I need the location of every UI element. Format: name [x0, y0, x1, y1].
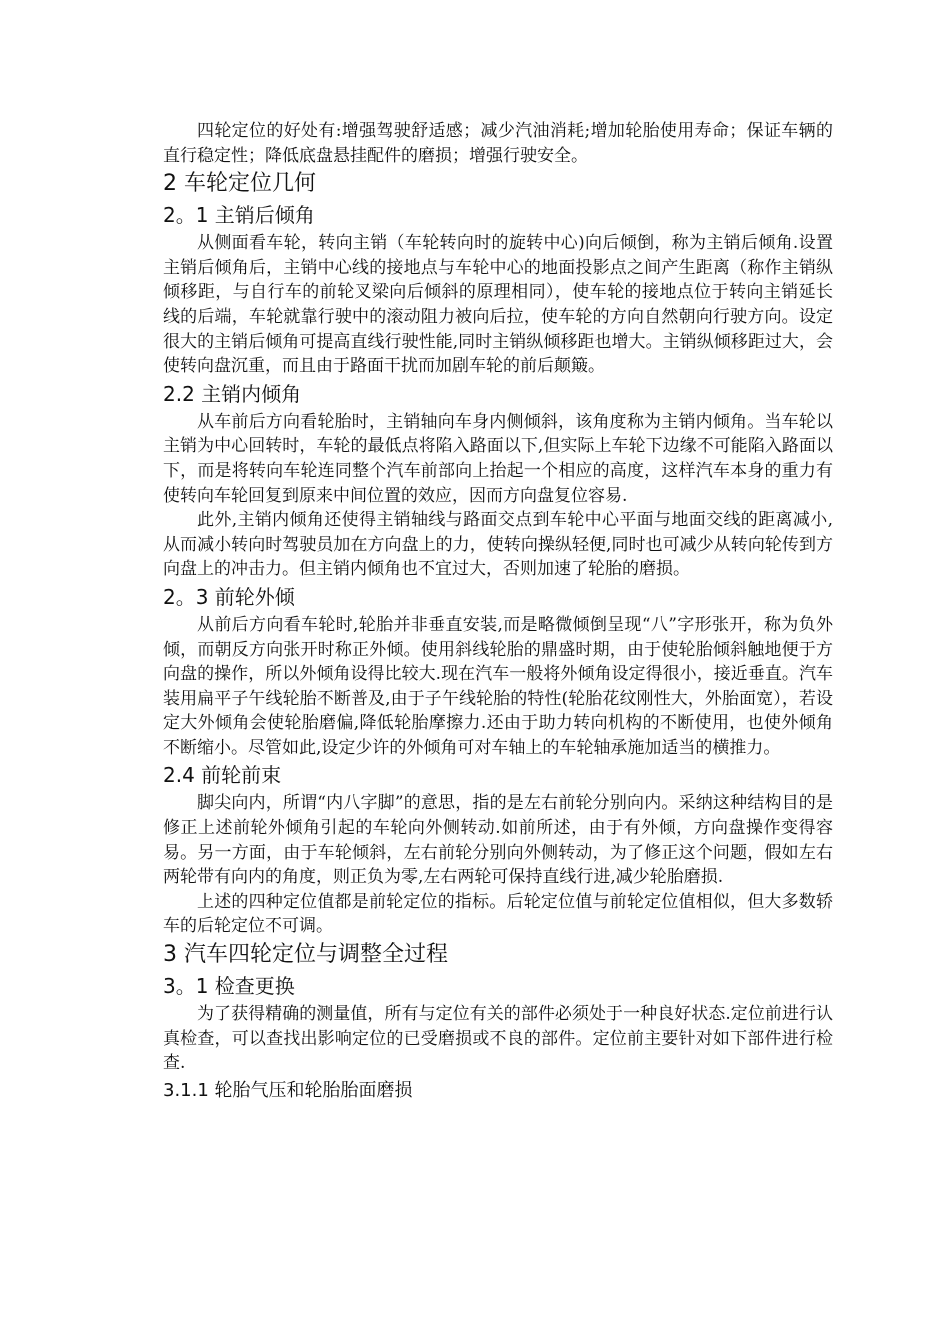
- section-3-heading: 3 汽车四轮定位与调整全过程: [163, 942, 448, 968]
- section-2-3-heading: 2。3 前轮外倾: [163, 584, 295, 609]
- section-2-heading: 2 车轮定位几何: [163, 171, 316, 197]
- section-2-1-paragraph: 从侧面看车轮，转向主销（车轮转向时的旋转中心)向后倾倒，称为主销后倾角.设置主销后倾角后，主销中心线的接地点与车轮中心的地面投影点之间产生距离（称作主销纵倾移距，与自行车的前轮叉梁向后倾斜的原理相同），使车轮的接地点位于转向主销延长线的后端，车轮就靠行驶中的滚动阻力被向后拉，使车轮的方向自然朝向行驶方向。设定很大的主销后倾角可提高直线行驶性能,同时主销纵倾移距也增大。主销纵倾移距过大，会使转向盘沉重，而且由于路面干扰而加剧车轮的前后颠簸。: [163, 233, 833, 377]
- section-2-2-heading: 2.2 主销内倾角: [163, 381, 302, 406]
- section-3-1-heading: 3。1 检查更换: [163, 974, 295, 999]
- section-3-1-paragraph: 为了获得精确的测量值，所有与定位有关的部件必须处于一种良好状态.定位前进行认真检查，可以查找出影响定位的已受磨损或不良的部件。定位前主要针对如下部件进行检查.: [163, 1004, 833, 1074]
- section-2-2-paragraph-1: 从车前后方向看轮胎时，主销轴向车身内侧倾斜，该角度称为主销内倾角。当车轮以主销为中心回转时，车轮的最低点将陷入路面以下,但实际上车轮下边缘不可能陷入路面以下，而是将转向车轮连同整个汽车前部向上抬起一个相应的高度，这样汽车本身的重力有使转向车轮回复到原来中间位置的效应，因而方向盘复位容易.: [163, 411, 833, 506]
- section-2-4-paragraph-2: 上述的四种定位值都是前轮定位的指标。后轮定位值与前轮定位值相似，但大多数轿车的后轮定位不可调。: [163, 891, 833, 937]
- section-2-4-heading: 2.4 前轮前束: [163, 763, 282, 788]
- section-3-1-1-heading: 3.1.1 轮胎气压和轮胎胎面磨损: [163, 1079, 413, 1101]
- document-body: [163, 119, 833, 1105]
- section-2-3-paragraph: 从前后方向看车轮时,轮胎并非垂直安装,而是略微倾倒呈现“八”字形张开，称为负外倾，而朝反方向张开时称正外倾。使用斜线轮胎的鼎盛时期，由于使轮胎倾斜触地便于方向盘的操作，所以外倾角设得比较大.现在汽车一般将外倾角设定得很小，接近垂直。汽车装用扁平子午线轮胎不断普及,由于子午线轮胎的特性(轮胎花纹刚性大，外胎面宽），若设定大外倾角会使轮胎磨偏,降低轮胎摩擦力.还由于助力转向机构的不断使用，也使外倾角不断缩小。尽管如此,设定少许的外倾角可对车轴上的车轮轴承施加适当的横推力。: [163, 614, 833, 758]
- section-2-2-paragraph-2: 此外,主销内倾角还使得主销轴线与路面交点到车轮中心平面与地面交线的距离减小,从而减小转向时驾驶员加在方向盘上的力，使转向操纵轻便,同时也可减少从转向轮传到方向盘上的冲击力。但主销内倾角也不宜过大，否则加速了轮胎的磨损。: [163, 510, 833, 580]
- intro-paragraph: 四轮定位的好处有:增强驾驶舒适感；减少汽油消耗;增加轮胎使用寿命；保证车辆的直行稳定性；降低底盘悬挂配件的磨损；增强行驶安全。: [163, 121, 833, 166]
- section-2-4-paragraph-1: 脚尖向内，所谓“内八字脚”的意思，指的是左右前轮分别向内。采纳这种结构目的是修正上述前轮外倾角引起的车轮向外侧转动.如前所述，由于有外倾，方向盘操作变得容易。另一方面，由于车轮倾斜，左右前轮分别向外侧转动，为了修正这个问题，假如左右两轮带有向内的角度，则正负为零,左右两轮可保持直线行进,减少轮胎磨损.: [163, 793, 833, 888]
- section-2-1-heading: 2。1 主销后倾角: [163, 203, 315, 228]
